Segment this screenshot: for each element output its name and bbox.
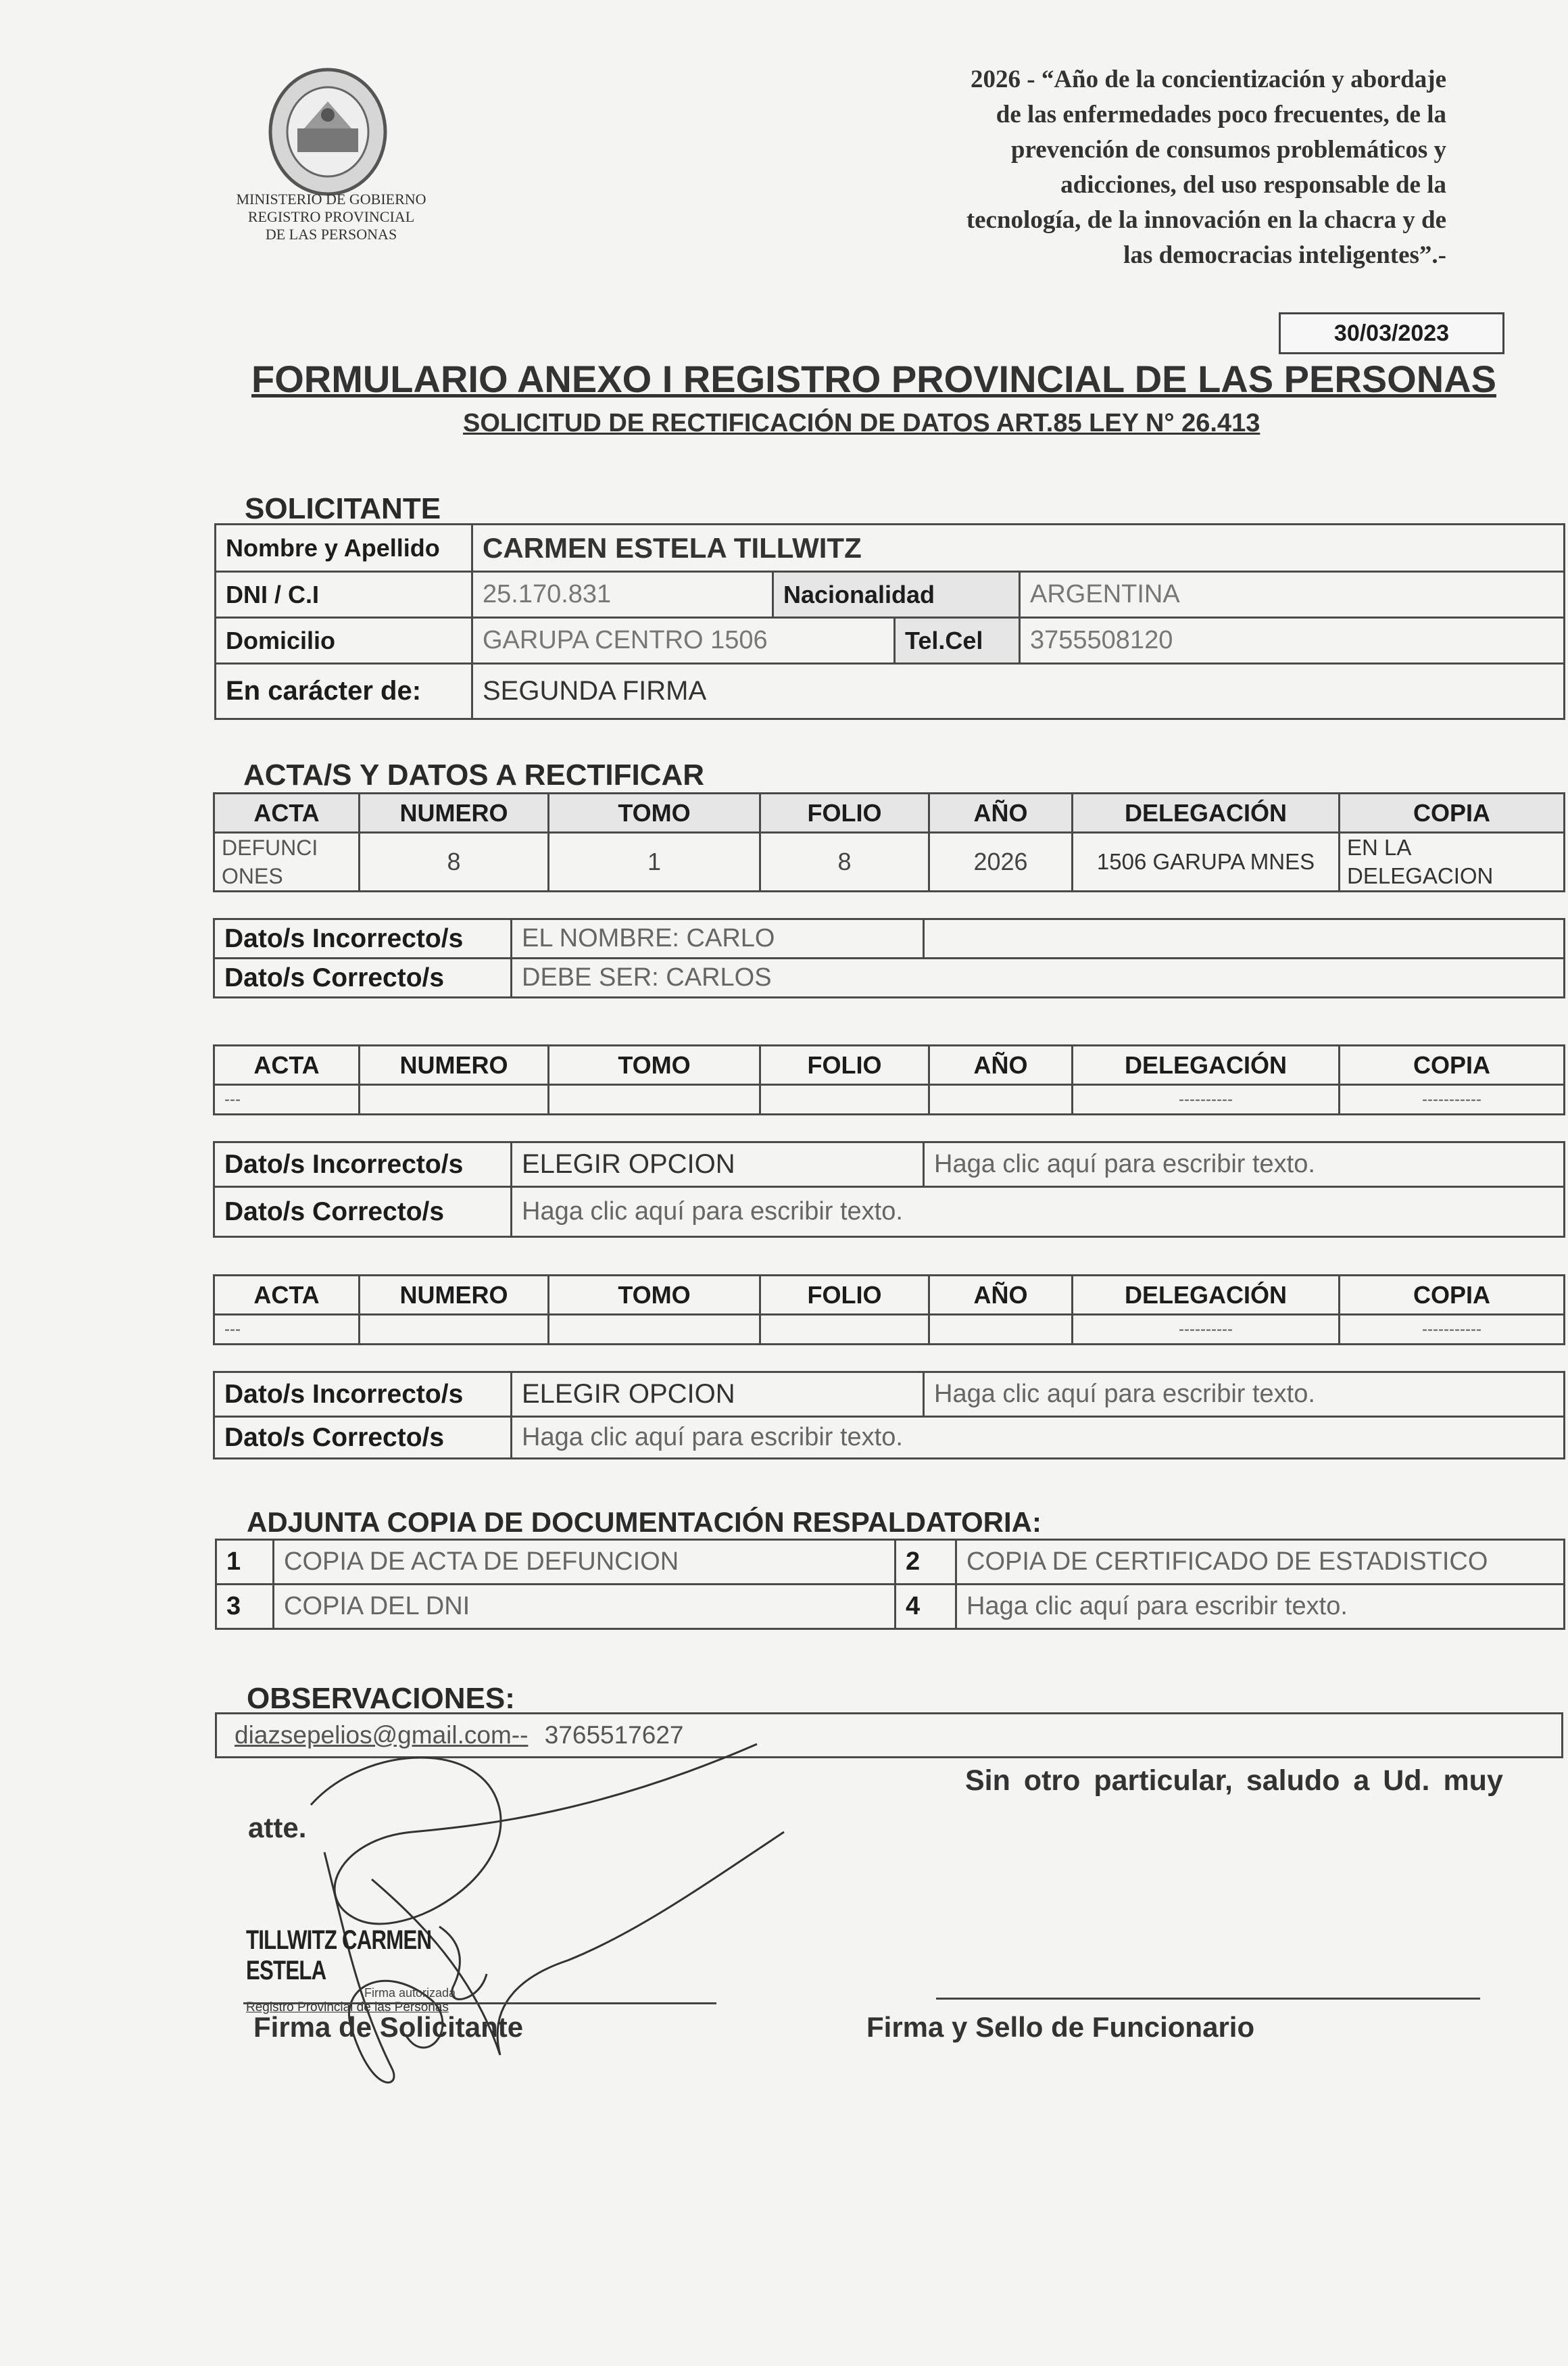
col-acta: ACTA [214,1046,360,1085]
correct-label: Dato/s Correcto/s [214,1417,512,1459]
incorrect-label: Dato/s Incorrecto/s [214,1372,512,1417]
ano-cell[interactable] [929,1315,1073,1345]
seal-icon [250,64,406,199]
incorrect-label: Dato/s Incorrecto/s [214,919,512,959]
correct-field[interactable]: DEBE SER: CARLOS [512,959,1565,998]
col-ano: AÑO [929,1046,1073,1085]
ministry-line2: REGISTRO PROVINCIAL [247,208,415,225]
nacionalidad-label: Nacionalidad [773,572,1020,618]
stamp-line2: Registro Provincial de las Personas [246,2000,449,2014]
dni-field[interactable]: 25.170.831 [472,572,773,618]
ano-cell[interactable]: 2026 [929,833,1073,892]
copia-cell[interactable]: EN LA DELEGACION [1340,833,1565,892]
col-delegacion: DELEGACIÓN [1073,1276,1340,1315]
ano-cell[interactable] [929,1085,1073,1115]
correct-field[interactable]: Haga clic aquí para escribir texto. [512,1187,1565,1237]
domicilio-label: Domicilio [216,618,472,664]
caracter-field[interactable]: SEGUNDA FIRMA [472,664,1565,719]
copia-cell[interactable]: ----------- [1340,1315,1565,1345]
dni-label: DNI / C.I [216,572,472,618]
tel-field[interactable]: 3755508120 [1020,618,1565,664]
numero-cell[interactable]: 8 [360,833,549,892]
domicilio-field[interactable]: GARUPA CENTRO 1506 [472,618,895,664]
col-folio: FOLIO [760,794,929,833]
observaciones-phone: 3765517627 [544,1721,684,1749]
correct-label: Dato/s Correcto/s [214,959,512,998]
datos-table [213,1371,1565,1459]
adjunta-item[interactable]: COPIA DE ACTA DE DEFUNCION [274,1540,896,1585]
incorrect-select[interactable]: ELEGIR OPCION [512,1372,924,1417]
adjunta-table [215,1539,1565,1630]
motto [730,62,1446,273]
signature-scribble [284,1717,798,2123]
ministry-line3: DE LAS PERSONAS [265,226,397,243]
col-acta: ACTA [214,1276,360,1315]
adjunta-heading: ADJUNTA COPIA DE DOCUMENTACIÓN RESPALDATORIA: [247,1506,1042,1538]
solicitante-table [214,523,1565,720]
motto-line: de las enfermedades poco frecuentes, de la [996,101,1446,128]
col-folio: FOLIO [760,1046,929,1085]
stamp-name: TILLWITZ CARMEN ESTELA [246,1925,432,1985]
adjunta-num: 3 [216,1585,274,1629]
incorrect-extra-field[interactable]: Haga clic aquí para escribir texto. [924,1372,1565,1417]
nacionalidad-field[interactable]: ARGENTINA [1020,572,1565,618]
delegacion-cell[interactable]: ---------- [1073,1315,1340,1345]
col-tomo: TOMO [549,1046,760,1085]
form-subtitle: SOLICITUD DE RECTIFICACIÓN DE DATOS ART.85 LEY N° 26.413 [463,409,1260,437]
col-tomo: TOMO [549,1276,760,1315]
col-numero: NUMERO [360,794,549,833]
closing-text: Sin otro particular, saludo a Ud. muy [965,1764,1503,1797]
motto-line: tecnología, de la innovación en la chacra y de [966,206,1446,234]
incorrect-field[interactable]: EL NOMBRE: CARLO [512,919,924,959]
col-ano: AÑO [929,794,1073,833]
acta-type-cell[interactable]: --- [214,1085,360,1115]
acta-table [213,1044,1565,1115]
acta-table [213,792,1565,892]
adjunta-item[interactable]: COPIA DE CERTIFICADO DE ESTADISTICO [956,1540,1565,1585]
delegacion-cell[interactable]: ---------- [1073,1085,1340,1115]
stamp-line1: Firma autorizada [364,1986,456,2000]
col-folio: FOLIO [760,1276,929,1315]
atte-text: atte. [248,1812,307,1843]
caracter-label: En carácter de: [216,664,472,719]
motto-line: adicciones, del uso responsable de la [1060,171,1446,199]
incorrect-extra-field[interactable]: Haga clic aquí para escribir texto. [924,1142,1565,1187]
observaciones-email[interactable]: diazsepelios@gmail.com-- [235,1721,529,1749]
date-field[interactable]: 30/03/2023 [1279,312,1504,354]
col-copia: COPIA [1340,1046,1565,1085]
observaciones-heading: OBSERVACIONES: [247,1682,515,1715]
province-seal [250,64,406,199]
funcionario-sign-label: Firma y Sello de Funcionario [866,2011,1255,2043]
folio-cell[interactable] [760,1085,929,1115]
solicitante-heading: SOLICITANTE [245,492,441,525]
funcionario-sign-line [936,1998,1480,2000]
solicitante-sign-line [243,2002,716,2004]
numero-cell[interactable] [360,1315,549,1345]
incorrect-extra-field[interactable] [924,919,1565,959]
col-acta: ACTA [214,794,360,833]
col-ano: AÑO [929,1276,1073,1315]
adjunta-item[interactable]: Haga clic aquí para escribir texto. [956,1585,1565,1629]
adjunta-num: 1 [216,1540,274,1585]
correct-field[interactable]: Haga clic aquí para escribir texto. [512,1417,1565,1459]
datos-table [213,1141,1565,1238]
form-title: FORMULARIO ANEXO I REGISTRO PROVINCIAL DE LAS PERSONAS [251,358,1496,400]
name-field[interactable]: CARMEN ESTELA TILLWITZ [472,525,1565,572]
adjunta-item[interactable]: COPIA DEL DNI [274,1585,896,1629]
motto-line: 2026 - “Año de la concientización y abordaje [971,66,1446,93]
col-copia: COPIA [1340,1276,1565,1315]
col-tomo: TOMO [549,794,760,833]
col-numero: NUMERO [360,1046,549,1085]
folio-cell[interactable] [760,1315,929,1345]
folio-cell[interactable]: 8 [760,833,929,892]
datos-table [213,918,1565,998]
incorrect-label: Dato/s Incorrecto/s [214,1142,512,1187]
col-copia: COPIA [1340,794,1565,833]
col-numero: NUMERO [360,1276,549,1315]
col-delegacion: DELEGACIÓN [1073,794,1340,833]
tomo-cell[interactable]: 1 [549,833,760,892]
motto-line: prevención de consumos problemáticos y [1010,136,1446,164]
adjunta-num: 4 [896,1585,956,1629]
col-delegacion: DELEGACIÓN [1073,1046,1340,1085]
acta-type-cell[interactable]: DEFUNCI ONES [214,833,360,892]
numero-cell[interactable] [360,1085,549,1115]
motto-line: las democracias inteligentes”.- [1123,241,1446,269]
correct-label: Dato/s Correcto/s [214,1187,512,1237]
incorrect-select[interactable]: ELEGIR OPCION [512,1142,924,1187]
tomo-cell[interactable] [549,1315,760,1345]
ministry-line1: MINISTERIO DE GOBIERNO [236,191,426,208]
solicitante-sign-label: Firma de Solicitante [253,2011,524,2043]
adjunta-num: 2 [896,1540,956,1585]
tomo-cell[interactable] [549,1085,760,1115]
delegacion-cell[interactable]: 1506 GARUPA MNES [1073,833,1340,892]
acta-table [213,1274,1565,1345]
acta-type-cell[interactable]: --- [214,1315,360,1345]
actas-heading: ACTA/S Y DATOS A RECTIFICAR [243,758,705,792]
tel-label: Tel.Cel [895,618,1020,664]
copia-cell[interactable]: ----------- [1340,1085,1565,1115]
name-label: Nombre y Apellido [216,525,472,572]
